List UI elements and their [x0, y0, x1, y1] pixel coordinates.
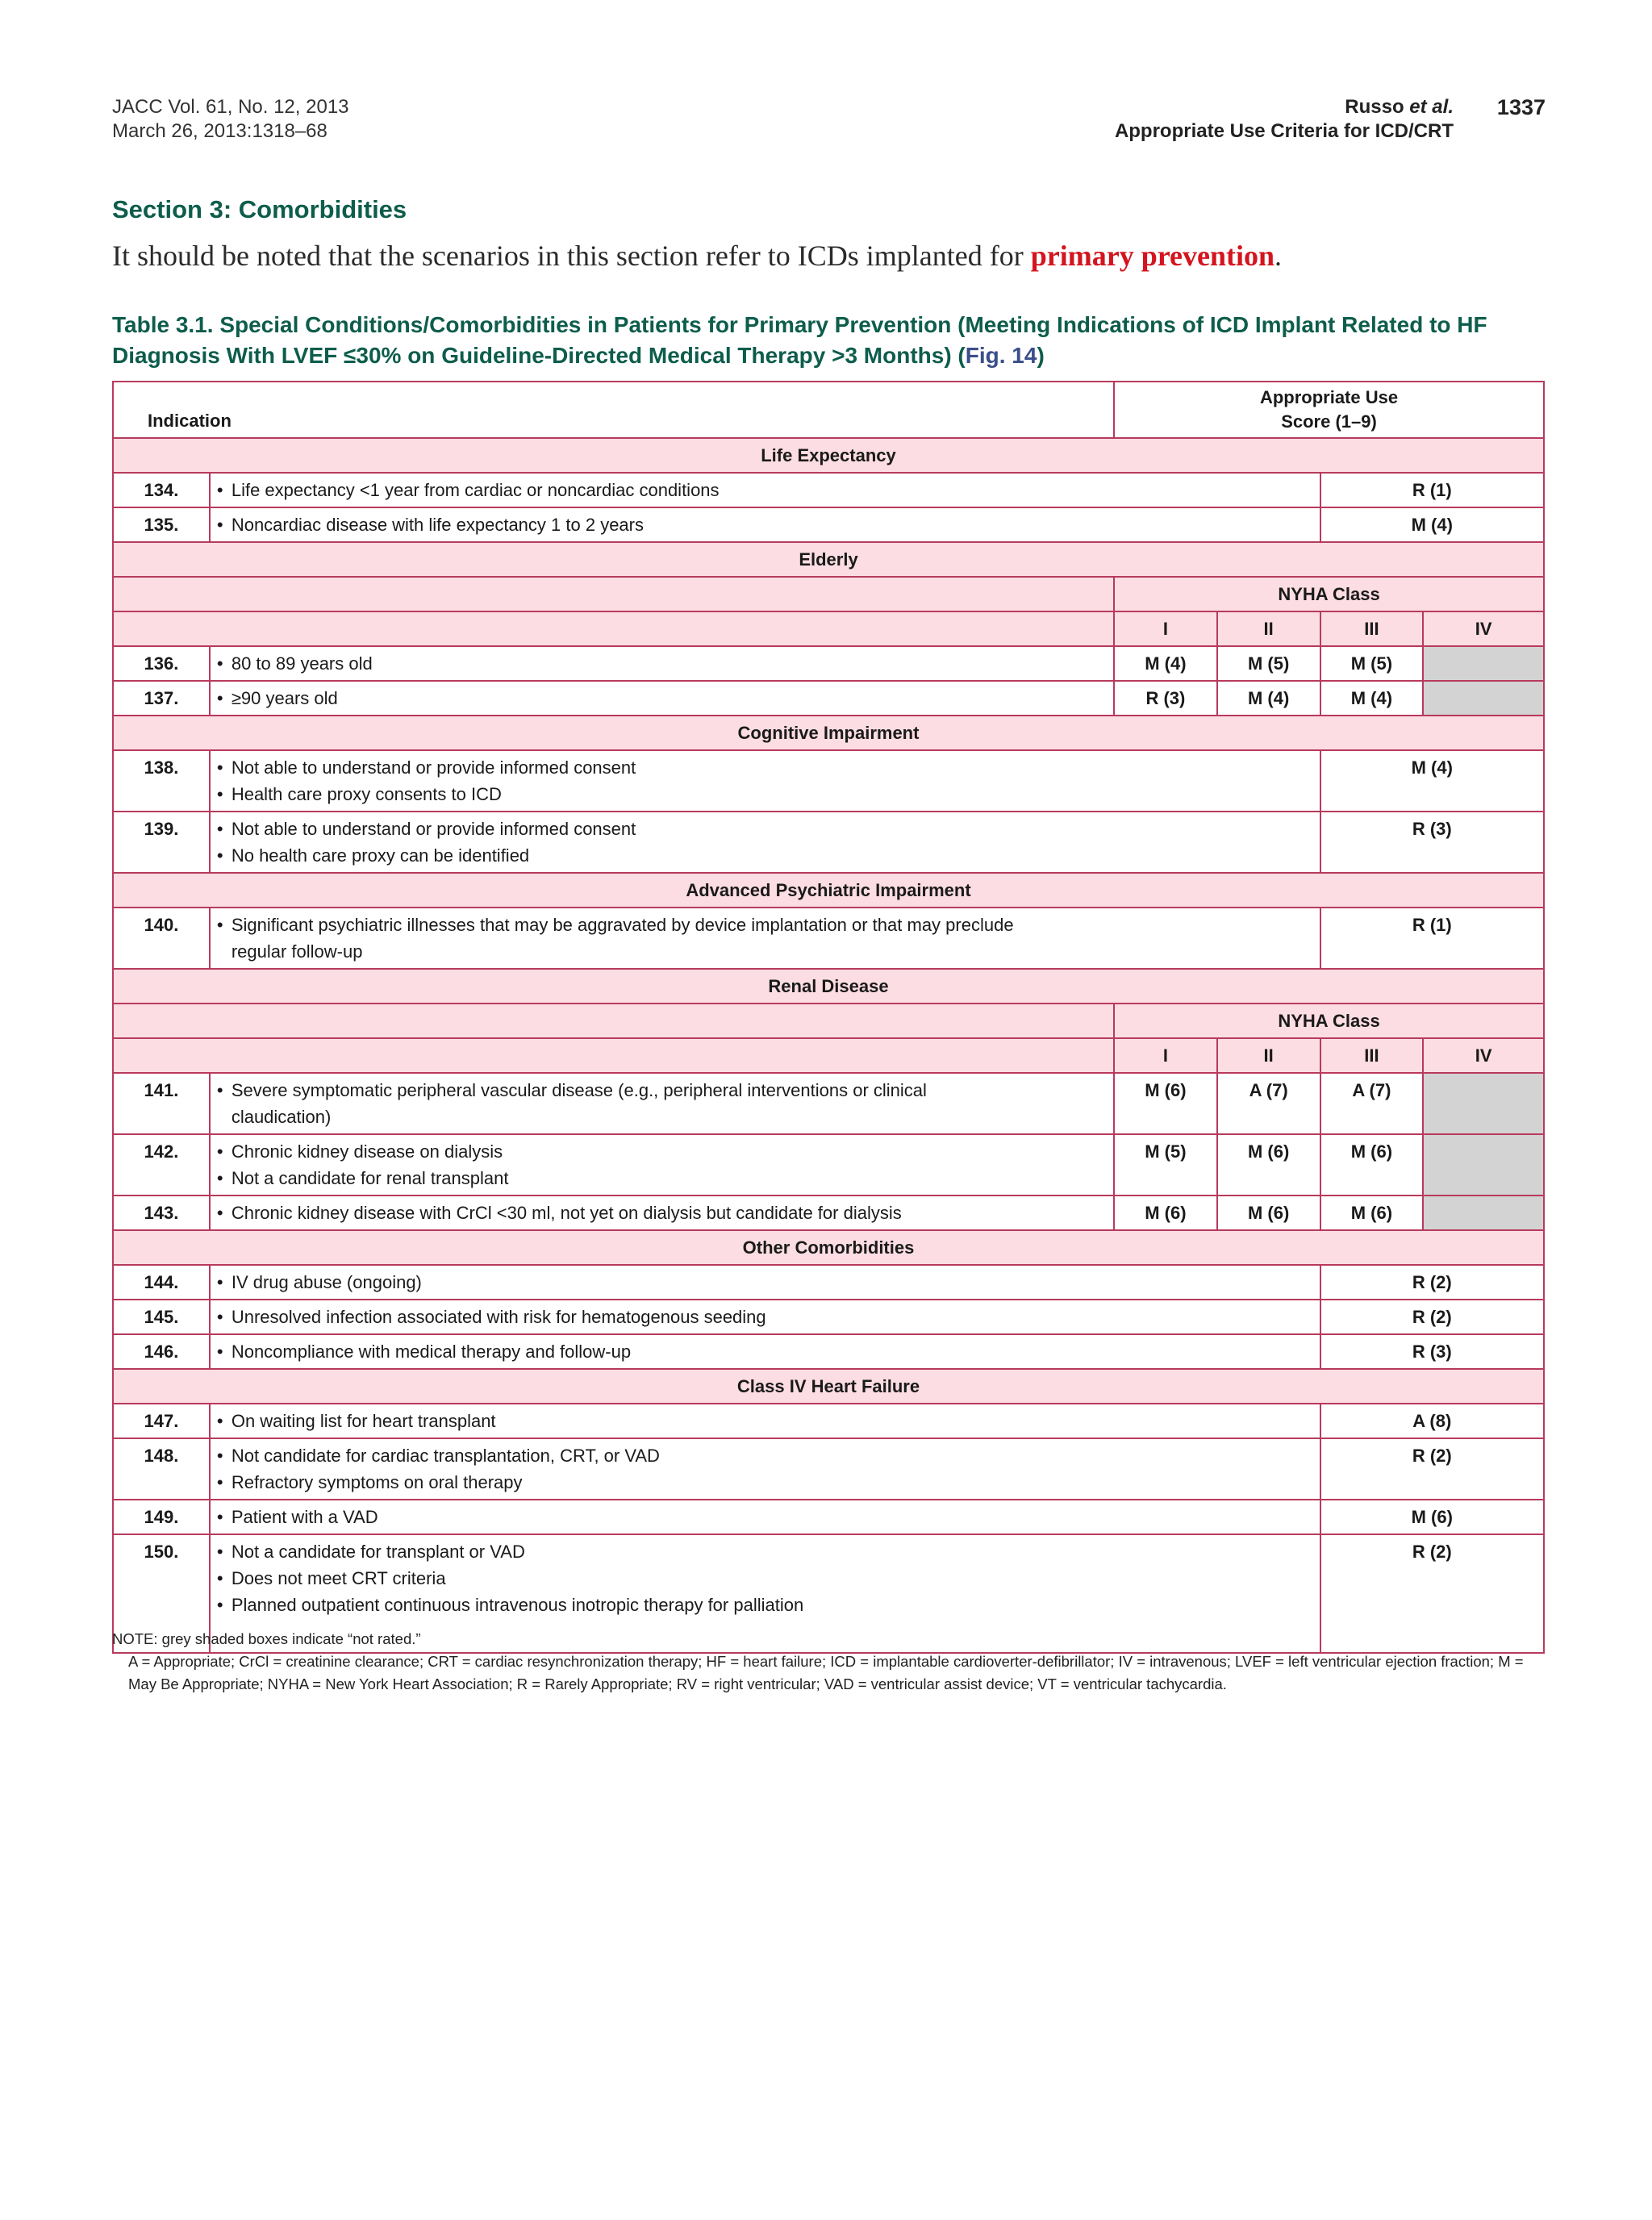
- indication-item: • Refractory symptoms on oral therapy: [217, 1469, 1313, 1496]
- row-score: R (1): [1320, 473, 1544, 507]
- category-row: [113, 1369, 1544, 1404]
- row-score: R (3): [1320, 1334, 1544, 1369]
- indication-item: • Not a candidate for renal transplant: [217, 1165, 1107, 1191]
- nyha-classes-row: [113, 1038, 1544, 1073]
- score-class-i: R (3): [1114, 681, 1217, 716]
- category-row: [113, 542, 1544, 577]
- row-score: A (8): [1320, 1404, 1544, 1438]
- row-indication: [210, 812, 1320, 873]
- indication-item: • Planned outpatient continuous intravenous inotropic therapy for palliation: [217, 1592, 1313, 1618]
- indication-item: • Health care proxy consents to ICD: [217, 781, 1313, 807]
- score-header: [1114, 382, 1544, 438]
- blank-cell: [113, 1038, 1114, 1073]
- row-indication: [210, 1500, 1320, 1534]
- row-indication: [210, 646, 1114, 681]
- table-row: [113, 1134, 1544, 1196]
- row-score: R (1): [1320, 908, 1544, 969]
- row-number: 150.: [113, 1534, 210, 1653]
- not-rated-cell: [1423, 1134, 1544, 1196]
- row-score: R (2): [1320, 1265, 1544, 1300]
- row-indication: [210, 681, 1114, 716]
- nyha-class-i: I: [1114, 611, 1217, 646]
- row-indication: [210, 908, 1320, 969]
- row-number: 143.: [113, 1196, 210, 1230]
- nyha-class-iv: IV: [1423, 611, 1544, 646]
- row-number: 134.: [113, 473, 210, 507]
- table-title-end: ): [1037, 343, 1045, 368]
- table-row: [113, 908, 1544, 969]
- table-row: [113, 812, 1544, 873]
- nyha-class-label: NYHA Class: [1114, 1004, 1544, 1038]
- indication-item: • On waiting list for heart transplant: [217, 1408, 1313, 1434]
- table-row: [113, 1334, 1544, 1369]
- row-indication: [210, 473, 1320, 507]
- row-score: M (6): [1320, 1500, 1544, 1534]
- indication-item: • ≥90 years old: [217, 685, 1107, 711]
- score-class-iii: M (6): [1320, 1196, 1424, 1230]
- category-row: [113, 969, 1544, 1004]
- row-number: 148.: [113, 1438, 210, 1500]
- indication-item: • Noncardiac disease with life expectancy 1 to 2 years: [217, 511, 1313, 538]
- row-number: 146.: [113, 1334, 210, 1369]
- running-header: [1115, 95, 1454, 144]
- row-indication: [210, 1300, 1320, 1334]
- row-number: 147.: [113, 1404, 210, 1438]
- category-life-expectancy: Life Expectancy: [113, 438, 1544, 473]
- blank-cell: [113, 611, 1114, 646]
- journal-citation: [112, 95, 349, 144]
- row-number: 142.: [113, 1134, 210, 1196]
- row-indication: [210, 1196, 1114, 1230]
- table-title-main: Table 3.1. Special Conditions/Comorbidities in Patients for Primary Prevention (Meeting Indications of ICD Implant Related to HF Diagnosis With LVEF ≤30% on Guideline-Directed Medical Therapy >3 Months) (: [112, 312, 1487, 368]
- row-indication: [210, 1334, 1320, 1369]
- intro-highlight: primary prevention: [1030, 240, 1275, 272]
- nyha-class-iv: IV: [1423, 1038, 1544, 1073]
- row-indication: [210, 750, 1320, 812]
- indication-item: • Not able to understand or provide informed consent: [217, 816, 1313, 842]
- score-class-iii: M (6): [1320, 1134, 1424, 1196]
- table-row: [113, 646, 1544, 681]
- author-name: Russo: [1345, 96, 1404, 118]
- row-score: R (2): [1320, 1300, 1544, 1334]
- row-number: 145.: [113, 1300, 210, 1334]
- page-number: 1337: [1496, 95, 1546, 119]
- row-number: 139.: [113, 812, 210, 873]
- category-renal-disease: Renal Disease: [113, 969, 1544, 1004]
- not-rated-cell: [1423, 681, 1544, 716]
- row-score: R (2): [1320, 1534, 1544, 1653]
- category-other-comorbidities: Other Comorbidities: [113, 1230, 1544, 1265]
- indication-item: • Does not meet CRT criteria: [217, 1565, 1313, 1592]
- row-number: 141.: [113, 1073, 210, 1134]
- table-title: [112, 310, 1548, 371]
- score-class-i: M (6): [1114, 1196, 1217, 1230]
- score-class-i: M (4): [1114, 646, 1217, 681]
- nyha-class-iii: III: [1320, 1038, 1424, 1073]
- table-row: [113, 1500, 1544, 1534]
- note-abbreviations: A = Appropriate; CrCl = creatinine clearance; CRT = cardiac resynchronization therapy; HF = heart failure; ICD = implantable cardioverter-defibrillator; IV = intravenous; LVEF = left ventricular ejection fraction; M = May Be Appropriate; NYHA = New York Heart Association; R = Rarely Appropriate; RV = right ventricular; VAD = ventricular assist device; VT = ventricular tachycardia.: [128, 1653, 1524, 1692]
- indication-item: • Not a candidate for transplant or VAD: [217, 1538, 1313, 1565]
- note-grey-boxes: NOTE: grey shaded boxes indicate “not rated.”: [112, 1630, 421, 1647]
- blank-cell: [113, 577, 1114, 611]
- journal-volume: JACC Vol. 61, No. 12, 2013: [112, 96, 349, 118]
- nyha-class-iii: III: [1320, 611, 1424, 646]
- indication-item: • Noncompliance with medical therapy and follow-up: [217, 1338, 1313, 1365]
- table-notes: [112, 1628, 1548, 1696]
- nyha-class-ii: II: [1217, 611, 1320, 646]
- indication-item: • 80 to 89 years old: [217, 650, 1107, 677]
- table-row: [113, 1265, 1544, 1300]
- category-row: [113, 438, 1544, 473]
- journal-date-pages: March 26, 2013:1318–68: [112, 120, 327, 142]
- row-number: 136.: [113, 646, 210, 681]
- table-row: [113, 473, 1544, 507]
- nyha-header-row: [113, 1004, 1544, 1038]
- running-title: Appropriate Use Criteria for ICD/CRT: [1114, 120, 1454, 142]
- table-row: [113, 1073, 1544, 1134]
- not-rated-cell: [1423, 646, 1544, 681]
- score-class-iii: M (5): [1320, 646, 1424, 681]
- row-indication: [210, 1073, 1114, 1134]
- score-class-ii: M (5): [1217, 646, 1320, 681]
- comorbidities-table: [112, 381, 1545, 1654]
- row-indication: [210, 1134, 1114, 1196]
- row-indication: [210, 1404, 1320, 1438]
- score-class-ii: M (4): [1217, 681, 1320, 716]
- score-class-i: M (6): [1114, 1073, 1217, 1134]
- row-score: R (2): [1320, 1438, 1544, 1500]
- not-rated-cell: [1423, 1073, 1544, 1134]
- row-indication: [210, 1438, 1320, 1500]
- category-row: [113, 873, 1544, 908]
- intro-text: It should be noted that the scenarios in this section refer to ICDs implanted for: [112, 240, 1031, 272]
- nyha-class-label: NYHA Class: [1114, 577, 1544, 611]
- indication-item: • Severe symptomatic peripheral vascular disease (e.g., peripheral interventions or clinical claudication): [217, 1077, 957, 1130]
- indication-item: • Not able to understand or provide informed consent: [217, 754, 1313, 781]
- category-elderly: Elderly: [113, 542, 1544, 577]
- row-number: 135.: [113, 507, 210, 542]
- nyha-classes-row: [113, 611, 1544, 646]
- indication-item: • No health care proxy can be identified: [217, 842, 1313, 869]
- category-class-iv-heart-failure: Class IV Heart Failure: [113, 1369, 1544, 1404]
- indication-item: • Patient with a VAD: [217, 1504, 1313, 1530]
- indication-item: • Significant psychiatric illnesses that may be aggravated by device implantation or that may preclude regular follow-up: [217, 912, 1070, 965]
- row-indication: [210, 1265, 1320, 1300]
- score-class-iii: M (4): [1320, 681, 1424, 716]
- author-line: [1115, 95, 1454, 119]
- author-etal: et al.: [1409, 96, 1454, 118]
- intro-end: .: [1274, 240, 1283, 272]
- indication-item: • Not candidate for cardiac transplantation, CRT, or VAD: [217, 1442, 1313, 1469]
- indication-item: • Unresolved infection associated with risk for hematogenous seeding: [217, 1304, 1313, 1330]
- nyha-class-i: I: [1114, 1038, 1217, 1073]
- score-class-ii: A (7): [1217, 1073, 1320, 1134]
- table-header-row: [113, 382, 1544, 438]
- table-row: [113, 750, 1544, 812]
- table-row: [113, 1196, 1544, 1230]
- row-number: 137.: [113, 681, 210, 716]
- row-number: 149.: [113, 1500, 210, 1534]
- table-row: [113, 507, 1544, 542]
- row-score: M (4): [1320, 507, 1544, 542]
- row-indication: [210, 507, 1320, 542]
- table-row: [113, 1438, 1544, 1500]
- indication-item: • Life expectancy <1 year from cardiac or noncardiac conditions: [217, 477, 1313, 503]
- score-class-ii: M (6): [1217, 1134, 1320, 1196]
- category-row: [113, 716, 1544, 750]
- indication-item: • Chronic kidney disease with CrCl <30 ml, not yet on dialysis but candidate for dialysis: [217, 1200, 1107, 1226]
- score-header-line2: Score (1–9): [1281, 411, 1377, 432]
- category-psychiatric-impairment: Advanced Psychiatric Impairment: [113, 873, 1544, 908]
- row-number: 140.: [113, 908, 210, 969]
- blank-cell: [113, 1004, 1114, 1038]
- category-row: [113, 1230, 1544, 1265]
- nyha-header-row: [113, 577, 1544, 611]
- table-row: [113, 1300, 1544, 1334]
- section-title: Section 3: Comorbidities: [112, 195, 407, 223]
- row-score: M (4): [1320, 750, 1544, 812]
- table-row: [113, 681, 1544, 716]
- nyha-class-ii: II: [1217, 1038, 1320, 1073]
- score-class-iii: A (7): [1320, 1073, 1424, 1134]
- indication-item: • Chronic kidney disease on dialysis: [217, 1138, 1107, 1165]
- intro-paragraph: [112, 239, 1282, 273]
- indication-item: • IV drug abuse (ongoing): [217, 1269, 1313, 1296]
- not-rated-cell: [1423, 1196, 1544, 1230]
- indication-header: Indication: [113, 382, 1114, 438]
- row-score: R (3): [1320, 812, 1544, 873]
- score-class-ii: M (6): [1217, 1196, 1320, 1230]
- score-header-line1: Appropriate Use: [1259, 387, 1399, 407]
- category-cognitive-impairment: Cognitive Impairment: [113, 716, 1544, 750]
- figure-link[interactable]: Fig. 14: [965, 343, 1037, 368]
- row-number: 144.: [113, 1265, 210, 1300]
- row-number: 138.: [113, 750, 210, 812]
- score-class-i: M (5): [1114, 1134, 1217, 1196]
- table-row: [113, 1404, 1544, 1438]
